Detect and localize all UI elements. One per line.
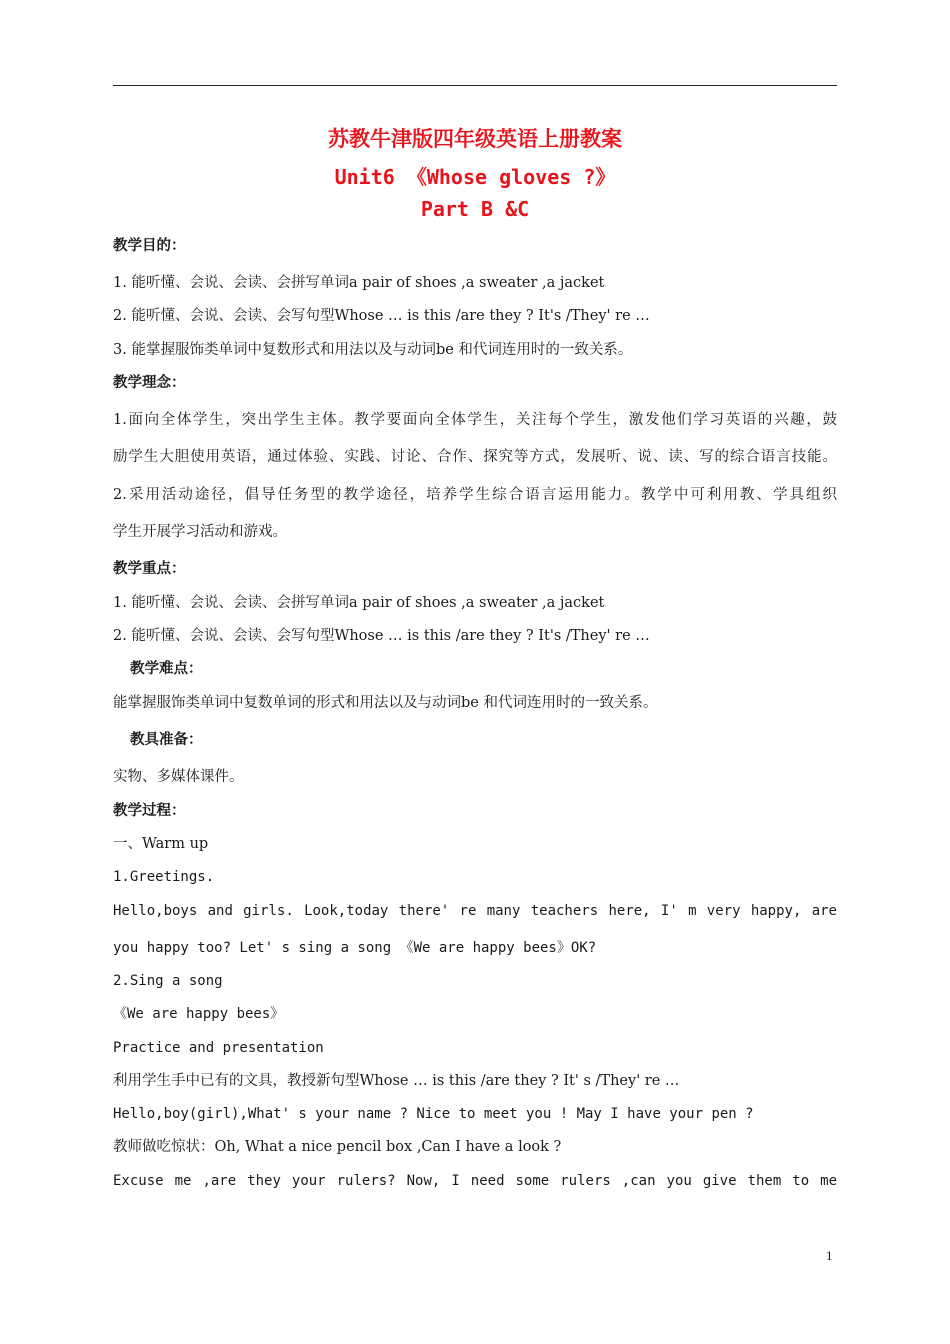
- process-line: 《We are happy bees》: [113, 1006, 285, 1022]
- objective-item: 1. 能听懂、会说、会读、会拼写单词a pair of shoes ,a sweater ,a jacket: [113, 275, 605, 291]
- objective-item: 2. 能听懂、会说、会读、会写句型Whose … is this /are they ? It's /They' re …: [113, 308, 650, 324]
- part-title: Part B &C: [420, 197, 530, 221]
- keypoint-item: 2. 能听懂、会说、会读、会写句型Whose … is this /are they ? It's /They' re …: [113, 628, 650, 644]
- process-line: 1.Greetings.: [113, 869, 215, 885]
- document-title: 苏教牛津版四年级英语上册教案: [328, 127, 622, 151]
- process-line: 一、Warm up: [113, 836, 209, 852]
- process-line: you happy too? Let' s sing a song 《We are happy bees》OK?: [113, 940, 597, 956]
- process-line: Practice and presentation: [113, 1040, 324, 1056]
- keypoints-heading: 教学重点：: [113, 561, 186, 577]
- materials-heading: 教具准备：: [130, 732, 203, 748]
- keypoint-item: 1. 能听懂、会说、会读、会拼写单词a pair of shoes ,a sweater ,a jacket: [113, 595, 605, 611]
- process-heading: 教学过程：: [113, 803, 186, 819]
- philosophy-heading: 教学理念：: [113, 375, 186, 391]
- process-line: Hello,boys and girls. Look,today there' re many teachers here, I' m very happy, are: [113, 903, 837, 919]
- philosophy-line: 1.面向全体学生，突出学生主体。教学要面向全体学生，关注每个学生，激发他们学习英语的兴趣，鼓: [113, 412, 837, 428]
- process-line: Excuse me ,are they your rulers? Now, I need some rulers ,can you give them to me: [113, 1173, 837, 1189]
- unit-title: Unit6 《Whose gloves ?》: [334, 165, 616, 189]
- process-line: 利用学生手中已有的文具，教授新句型Whose … is this /are they ? It' s /They' re …: [113, 1073, 680, 1089]
- philosophy-line: 学生开展学习活动和游戏。: [113, 524, 287, 540]
- materials-text: 实物、多媒体课件。: [113, 769, 244, 785]
- philosophy-line: 励学生大胆使用英语，通过体验、实践、讨论、合作、探究等方式，发展听、说、读、写的综合语言技能。: [113, 449, 837, 465]
- philosophy-line: 2.采用活动途径，倡导任务型的教学途径，培养学生综合语言运用能力。教学中可利用教、学具组织: [113, 487, 837, 503]
- difficulties-heading: 教学难点：: [130, 661, 203, 677]
- difficulties-text: 能掌握服饰类单词中复数单词的形式和用法以及与动词be 和代词连用时的一致关系。: [113, 695, 658, 711]
- header-rule: [113, 85, 837, 86]
- process-line: 2.Sing a song: [113, 973, 223, 989]
- process-line: Hello,boy(girl),What' s your name ? Nice to meet you ! May I have your pen ?: [113, 1106, 754, 1122]
- objective-item: 3. 能掌握服饰类单词中复数形式和用法以及与动词be 和代词连用时的一致关系。: [113, 342, 633, 358]
- page-number: 1: [826, 1248, 833, 1263]
- process-line: 教师做吃惊状：Oh, What a nice pencil box ,Can I have a look ?: [113, 1139, 562, 1155]
- objectives-heading: 教学目的：: [113, 238, 186, 254]
